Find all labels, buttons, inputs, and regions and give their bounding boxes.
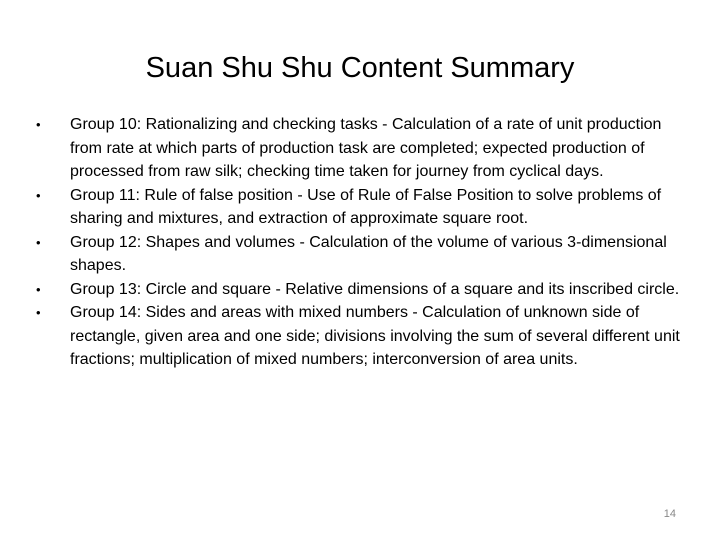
bullet-text: Group 11: Rule of false position - Use of Rule of False Position to solve problems of sharing and mixtures, and extraction of approximate square root. xyxy=(70,186,662,227)
bullet-item xyxy=(36,184,684,231)
bullet-text: Group 13: Circle and square - Relative dimensions of a square and its inscribed circle. xyxy=(70,280,680,298)
bullet-icon: • xyxy=(36,187,41,203)
bullet-list xyxy=(36,113,684,372)
bullet-text: Group 12: Shapes and volumes - Calculation of the volume of various 3-dimensional shapes. xyxy=(70,233,667,274)
page-number: 14 xyxy=(663,508,676,520)
bullet-item xyxy=(36,231,684,278)
bullet-icon: • xyxy=(36,117,41,132)
bullet-icon: • xyxy=(36,305,41,320)
slide-title: Suan Shu Shu Content Summary xyxy=(145,52,575,84)
bullet-item xyxy=(36,113,684,184)
bullet-icon: • xyxy=(36,234,41,250)
bullet-text: Group 10: Rationalizing and checking tasks - Calculation of a rate of unit production from rate at which parts of production task are completed; expected production of processed from raw silk; checking time taken for journey from cyclical days. xyxy=(70,116,662,180)
bullet-item xyxy=(36,278,684,302)
bullet-icon: • xyxy=(36,281,41,297)
bullet-text: Group 14: Sides and areas with mixed numbers - Calculation of unknown side of rectangle, given area and one side; divisions involving the sum of several different unit fractions; multiplication of mixed numbers; interconversion of area units. xyxy=(70,304,680,368)
bullet-item xyxy=(36,301,684,372)
